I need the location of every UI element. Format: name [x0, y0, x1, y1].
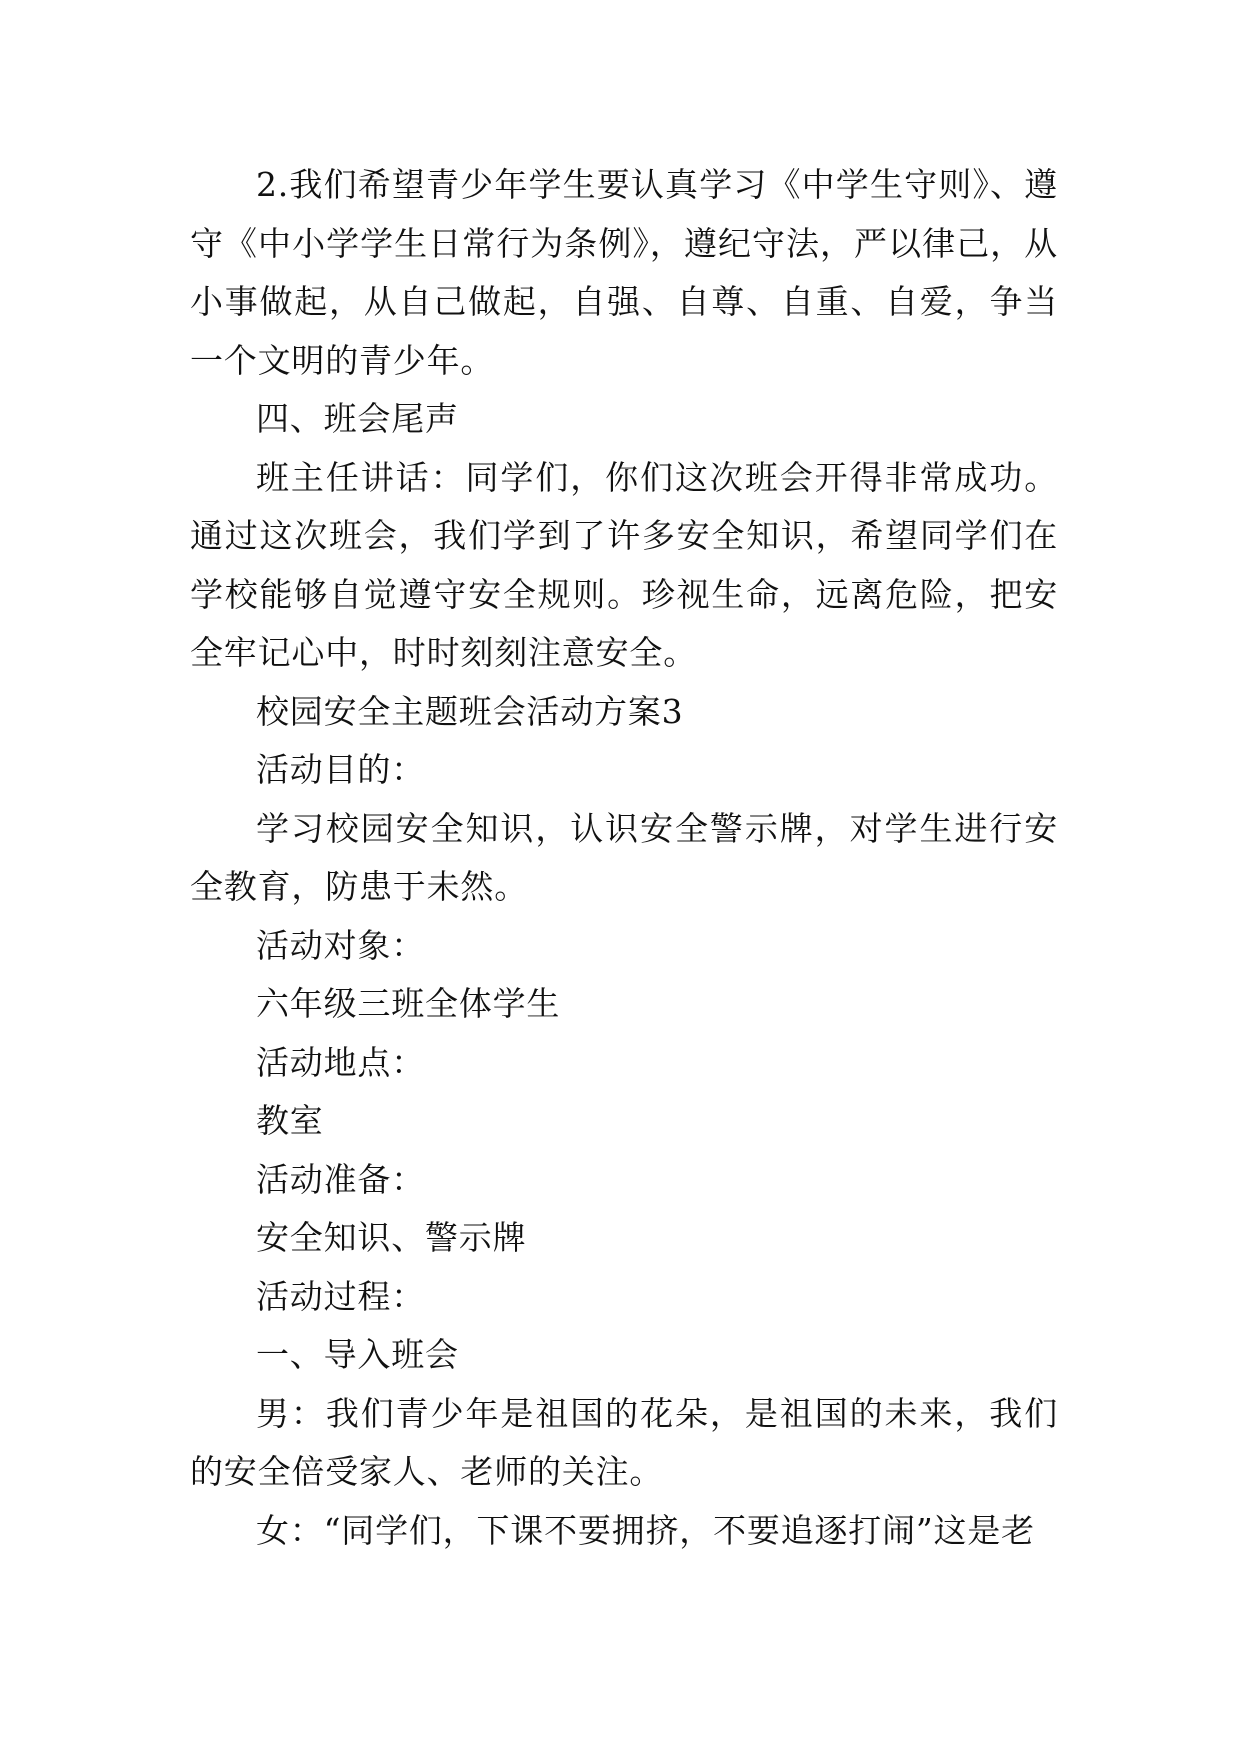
paragraph-teacher-speech: 班主任讲话：同学们，你们这次班会开得非常成功。通过这次班会，我们学到了许多安全知识，希望同学们在学校能够自觉遵守安全规则。珍视生命，远离危险，把安全牢记心中，时时刻刻注意安全。: [190, 457, 1058, 672]
label-activity-location: 活动地点：: [256, 1042, 425, 1082]
heading-section-four: 四、班会尾声: [256, 399, 459, 438]
paragraph-rules: 2.我们希望青少年学生要认真学习《中学生守则》、遵守《中小学学生日常行为条例》，遵纪守法，严以律己，从小事做起，从自己做起，自强、自尊、自重、自爱，争当一个文明的青少年。: [190, 165, 1058, 380]
label-activity-target: 活动对象：: [256, 925, 425, 965]
paragraph-activity-preparation: 安全知识、警示牌: [256, 1218, 527, 1257]
label-activity-preparation: 活动准备：: [256, 1159, 425, 1199]
heading-plan-three: 校园安全主题班会活动方案3: [256, 691, 684, 731]
paragraph-male-line: 男：我们青少年是祖国的花朵，是祖国的未来，我们的安全倍受家人、老师的关注。: [190, 1393, 1058, 1491]
heading-section-one: 一、导入班会: [256, 1335, 459, 1374]
paragraph-activity-location: 教室: [256, 1101, 324, 1140]
paragraph-activity-goal: 学习校园安全知识，认识安全警示牌，对学生进行安全教育，防患于未然。: [190, 808, 1058, 906]
paragraph-activity-target: 六年级三班全体学生: [256, 984, 561, 1023]
label-activity-goal: 活动目的：: [256, 750, 425, 789]
document-page: [190, 156, 1058, 1560]
paragraph-female-line: 女：“同学们，下课不要拥挤，不要追逐打闹”这是老: [256, 1510, 1035, 1550]
label-activity-process: 活动过程：: [256, 1276, 425, 1316]
